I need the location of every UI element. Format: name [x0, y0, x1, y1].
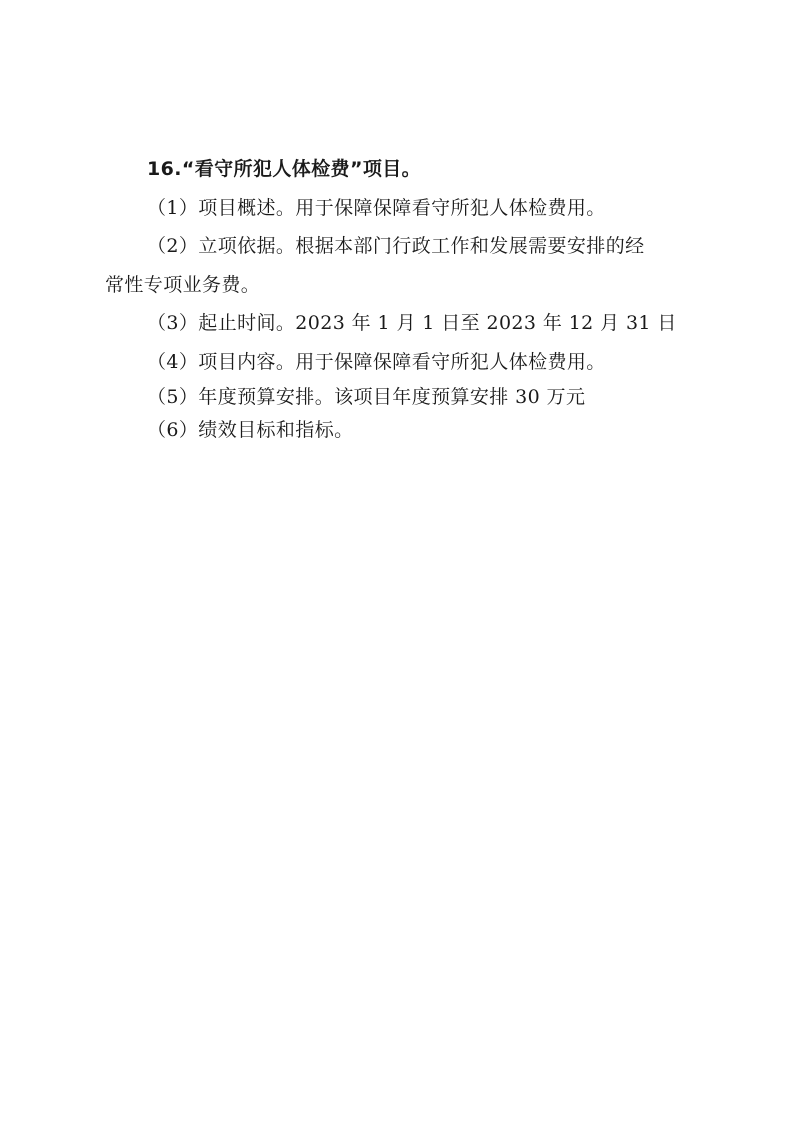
section-heading: 16.“看守所犯人体检费”项目。 — [147, 158, 422, 180]
item-basis: （2）立项依据。根据本部门行政工作和发展需要安排的经 — [147, 235, 645, 257]
document-body — [105, 150, 695, 447]
item-basis-continued: 常性专项业务费。 — [105, 273, 261, 296]
item-content: （4）项目内容。用于保障保障看守所犯人体检费用。 — [147, 350, 606, 373]
item-period: （3）起止时间。2023 年 1 月 1 日至 2023 年 12 月 31 日 — [147, 312, 677, 334]
item-performance-goals: （6）绩效目标和指标。 — [147, 419, 354, 441]
item-budget: （5）年度预算安排。该项目年度预算安排 30 万元 — [147, 386, 586, 408]
item-overview: （1）项目概述。用于保障保障看守所犯人体检费用。 — [147, 196, 606, 219]
